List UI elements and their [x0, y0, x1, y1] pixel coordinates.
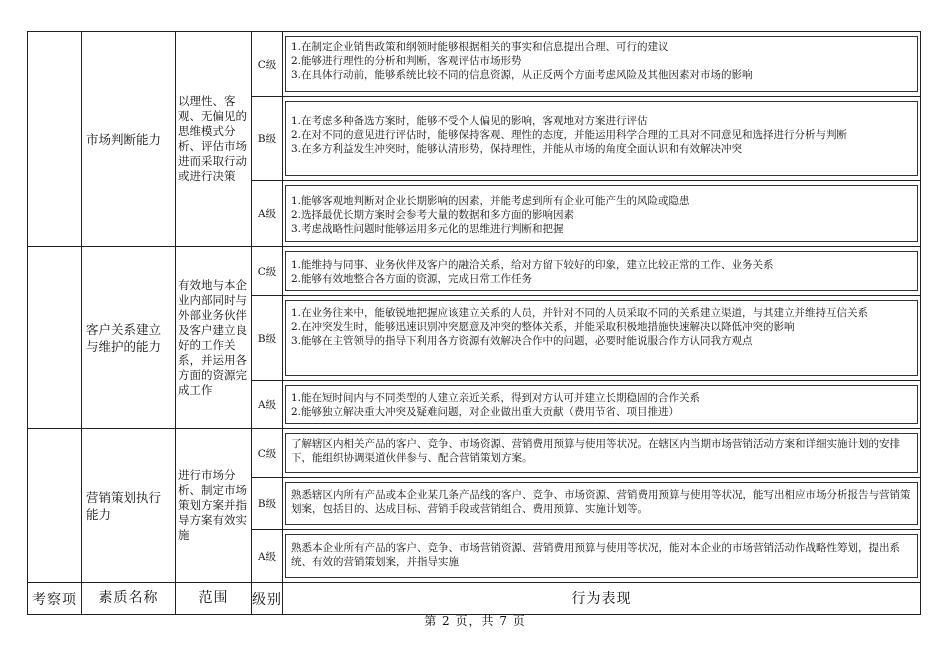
level-cell: C级	[252, 429, 283, 478]
behavior-line: 3.能够在主管领导的指导下利用各方资源有效解决合作中的问题，必要时能说服合作方认同我方观点	[291, 335, 753, 347]
assessment-item-cell	[28, 32, 82, 247]
behavior-box	[285, 101, 918, 176]
competency-table	[27, 31, 921, 615]
behavior-cell	[283, 181, 921, 247]
behavior-line: 1.在制定企业销售政策和纲领时能够根据相关的事实和信息提出合理、可行的建议	[291, 41, 669, 53]
behavior-line: 3.考虑战略性问题时能够运用多元化的思维进行判断和把握	[291, 223, 564, 235]
behavior-line: 1.能够客观地判断对企业长期影响的因素，并能考虑到所有企业可能产生的风险或隐患	[291, 195, 690, 207]
level-cell: A级	[252, 181, 283, 247]
assessment-item-cell	[28, 429, 82, 583]
header-behavior: 行为表现	[283, 583, 921, 615]
behavior-line: 1.能在短时间内与不同类型的人建立亲近关系，得到对方认可并建立长期稳固的合作关系	[291, 392, 701, 404]
behavior-line: 2.能够独立解决重大冲突及疑难问题，对企业做出重大贡献（费用节省、项目推进）	[291, 406, 680, 418]
behavior-line: 熟悉本企业所有产品的客户、竞争、市场营销资源、营销费用预算与使用等状况，能对本企业的市场营销活动作战略性筹划，提出系统、有效的营销策划案，并指导实施	[291, 542, 900, 568]
behavior-cell	[283, 296, 921, 381]
behavior-box	[285, 433, 918, 473]
behavior-line: 1.能维持与同事、业务伙伴及客户的融洽关系，给对方留下较好的印象，建立比较正常的工作、业务关系	[291, 259, 774, 271]
behavior-box	[285, 482, 918, 525]
quality-name-cell: 市场判断能力	[82, 32, 176, 247]
behavior-box	[285, 36, 918, 92]
quality-name-cell: 营销策划执行能力	[82, 429, 176, 583]
behavior-line: 2.能够进行理性的分析和判断，客观评估市场形势	[291, 55, 522, 67]
behavior-line: 1.在业务往来中，能敏锐地把握应该建立关系的人员，并针对不同的人员采取不同的关系建立渠道，与其建立并维持互信关系	[291, 307, 869, 319]
behavior-line: 1.在考虑多种备选方案时，能够不受个人偏见的影响，客观地对方案进行评估	[291, 115, 648, 127]
scope-cell: 以理性、客观、无偏见的思维模式分析、评估市场进而采取行动或进行决策	[176, 32, 252, 247]
scope-cell: 有效地与本企业内部同时与外部业务伙伴及客户建立良好的工作关系，并运用各方面的资源完成工作	[176, 247, 252, 429]
header-quality-name: 素质名称	[82, 583, 176, 615]
behavior-cell	[283, 530, 921, 583]
table-header-row	[28, 583, 921, 615]
level-cell: A级	[252, 381, 283, 429]
behavior-box	[285, 385, 918, 424]
table-row	[28, 247, 921, 296]
behavior-line: 2.选择最优长期方案时会参考大量的数据和多方面的影响因素	[291, 209, 575, 221]
behavior-cell	[283, 32, 921, 97]
header-scope: 范围	[176, 583, 252, 615]
level-cell: C级	[252, 247, 283, 296]
behavior-line: 2.在冲突发生时，能够迅速识别冲突愿意及冲突的整体关系，并能采取积极地措施快速解决以降低冲突的影响	[291, 321, 795, 333]
behavior-box	[285, 300, 918, 376]
behavior-cell	[283, 381, 921, 429]
level-cell: A级	[252, 530, 283, 583]
behavior-cell	[283, 247, 921, 296]
behavior-line: 3.在具体行动前，能够系统比较不同的信息资源，从正反两个方面考虑风险及其他因素对市场的影响	[291, 69, 753, 81]
behavior-cell	[283, 429, 921, 478]
assessment-item-cell	[28, 247, 82, 429]
behavior-line: 2.在对不同的意见进行评估时，能够保持客观、理性的态度，并能运用科学合理的工具对不同意见和选择进行分析与判断	[291, 129, 848, 141]
behavior-cell	[283, 97, 921, 181]
behavior-box	[285, 185, 918, 242]
page-footer	[0, 612, 950, 629]
behavior-cell	[283, 478, 921, 530]
behavior-box	[285, 534, 918, 578]
page-number-text: 第 2 页，共 7 页	[424, 614, 526, 628]
header-assessment-item: 考察项	[28, 583, 82, 615]
behavior-line: 2.能够有效地整合各方面的资源，完成日常工作任务	[291, 273, 533, 285]
level-cell: B级	[252, 296, 283, 381]
table-row	[28, 429, 921, 478]
behavior-box	[285, 251, 918, 291]
behavior-line: 熟悉辖区内所有产品或本企业某几条产品线的客户、竞争、市场资源、营销费用预算与使用等状况，能写出相应市场分析报告与营销策划案，包括目的、达成目标、营销手段或营销组合、费用预算、实施计划等。	[291, 489, 911, 515]
level-cell: B级	[252, 478, 283, 530]
header-level: 级别	[252, 583, 283, 615]
level-cell: C级	[252, 32, 283, 97]
scope-cell: 进行市场分析、制定市场策划方案并指导方案有效实施	[176, 429, 252, 583]
level-cell: B级	[252, 97, 283, 181]
quality-name-cell: 客户关系建立与维护的能力	[82, 247, 176, 429]
behavior-line: 了解辖区内相关产品的客户、竞争、市场资源、营销费用预算与使用等状况。在辖区内当期市场营销活动方案和详细实施计划的安排下，能组织协调渠道伙伴参与、配合营销策划方案。	[291, 438, 900, 464]
behavior-line: 3.在多方利益发生冲突时，能够认清形势，保持理性，并能从市场的角度全面认识和有效解决冲突	[291, 143, 743, 155]
table-row	[28, 32, 921, 97]
